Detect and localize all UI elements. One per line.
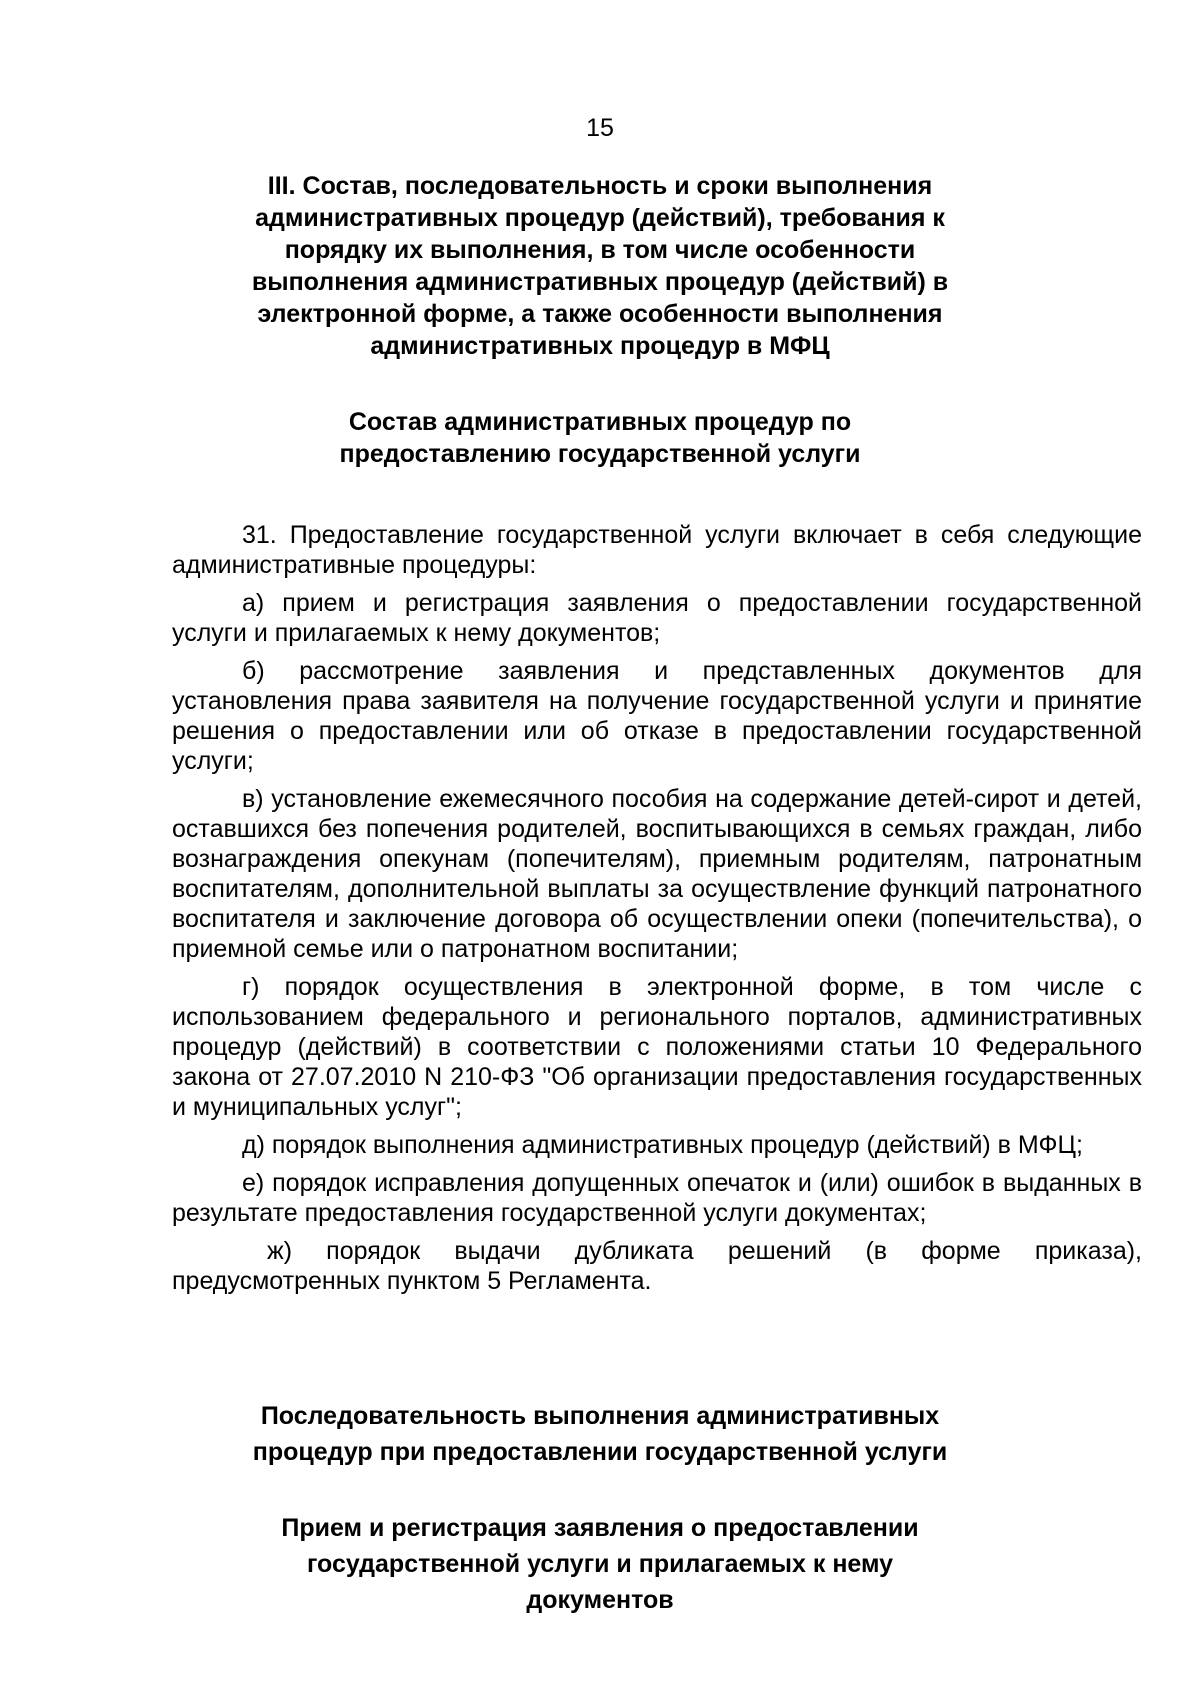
subsection-heading-reception: Прием и регистрация заявления о предоставлении государственной услуги и прилагаемых к нему документов: [281, 1514, 919, 1614]
section-heading: III. Состав, последовательность и сроки выполнения административных процедур (действий), требования к порядку их выполнения, в том числе особенности выполнения административных процедур (действий) в электронной форме, а также особенности выполнения административных процедур в МФЦ: [251, 172, 949, 360]
paragraph-31: 31. Предоставление государственной услуги включает в себя следующие административные процедуры:: [172, 521, 1142, 579]
subsection-heading-composition: Состав административных процедур по предоставлению государственной услуги: [339, 408, 861, 468]
list-item-v: в) установление ежемесячного пособия на содержание детей-сирот и детей, оставшихся без попечения родителей, воспитывающихся в семьях граждан, либо вознаграждения опекунам (попечителям), приемным родителям, патронатным воспитателям, дополнительной выплаты за осуществление функций патронатного воспитателя и заключение договора об осуществлении опеки (попечительства), о приемной семье или о патронатном воспитании;: [172, 785, 1142, 963]
document-body: [172, 520, 1142, 1304]
list-item-zh: ж) порядок выдачи дубликата решений (в форме приказа), предусмотренных пунктом 5 Регламента.: [172, 1237, 1142, 1295]
list-item-e: е) порядок исправления допущенных опечаток и (или) ошибок в выданных в результате предоставления государственной услуги документах;: [172, 1169, 1142, 1227]
page-number: 15: [586, 114, 614, 142]
list-item-b: б) рассмотрение заявления и представленных документов для установления права заявителя на получение государственной услуги и принятие решения о предоставлении или об отказе в предоставлении государственной услуги;: [172, 657, 1142, 775]
list-item-a: а) прием и регистрация заявления о предоставлении государственной услуги и прилагаемых к нему документов;: [172, 589, 1142, 647]
list-item-g: г) порядок осуществления в электронной форме, в том числе с использованием федерального и регионального порталов, административных процедур (действий) в соответствии с положениями статьи 10 Федерального закона от 27.07.2010 N 210-ФЗ "Об организации предоставления государственных и муниципальных услуг";: [172, 973, 1142, 1121]
list-item-d: д) порядок выполнения административных процедур (действий) в МФЦ;: [242, 1131, 1083, 1159]
subsection-heading-sequence: Последовательность выполнения административных процедур при предоставлении государственной услуги: [252, 1402, 948, 1466]
